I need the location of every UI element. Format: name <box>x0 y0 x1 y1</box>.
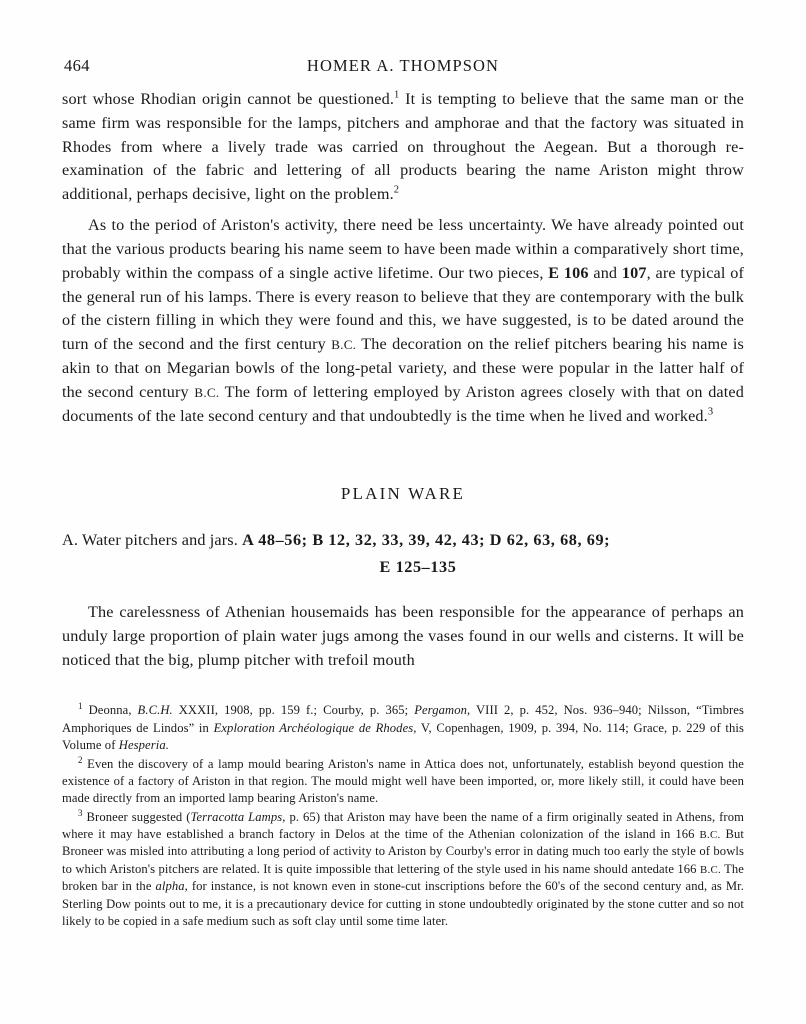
footnote-3 <box>62 809 744 931</box>
footnote-3-segment-6: The broken bar in the <box>62 861 744 894</box>
main-text-continued <box>62 601 744 672</box>
para1-text-b: It is tempting to believe that the same man or the same firm was responsible for the lamps, pitchers and amphorae and that the factory was situated in Rhodes from where a lively trade was carried on throughout the Aegean. But a thorough re-examination of the fabric and lettering of all products bearing the name Ariston might throw additional, perhaps decisive, light on the problem. <box>62 90 744 204</box>
main-text <box>62 88 744 428</box>
footnote-1-segment-7: Hesperia. <box>118 738 169 753</box>
para2-text-d: The decoration on the relief pitchers bearing his name is akin to that on Megarian bowls of the long-petal variety, and these were popular in the latter half of the second century <box>62 335 744 401</box>
footnote-3-segment-1: Terracotta Lamps, <box>190 809 286 824</box>
footnote-marker-2: 2 <box>78 754 83 765</box>
footnote-3-segment-2: p. 65) that Ariston may have been the name of a firm originally seated in Athens, from where it may have established a branch factory in Delos at the time of the Athenian colonization of the island in 166 <box>62 809 745 842</box>
footnote-1-segment-4: VIII 2, p. 452, Nos. 936–940; Nilsson, “Timbres Amphoriques de Lindos” in <box>62 703 744 735</box>
footnote-3-segment-5: B.C. <box>699 863 721 876</box>
subsection-catalog-line-1: A 48–56; B 12, 32, 33, 39, 42, 43; D 62, 63, 68, 69; <box>242 531 611 550</box>
para2-text-e: The form of lettering employed by Ariston agrees closely with that on dated documents of the late second century and that undoubtedly is the time when he lived and worked. <box>62 382 744 425</box>
footnote-1-segment-6: V, Copenhagen, 1909, p. 394, No. 114; Grace, p. 229 of this Volume of <box>62 720 744 753</box>
era-abbrev-1: B.C. <box>331 337 357 353</box>
subsection-heading <box>62 528 744 579</box>
footnote-1-segment-1: B.C.H. <box>137 703 173 718</box>
footnote-1 <box>62 702 744 754</box>
paragraph-2 <box>62 214 744 428</box>
section-heading: PLAIN WARE <box>340 484 466 504</box>
paragraph-spacer <box>62 207 744 214</box>
para2-text-c: , are typical of the general run of his lamps. There is every reason to believe that they are contemporary with the bulk of the cistern filling in which they were found and this, we have suggested, is to be dated around the turn of the second and the first century <box>62 263 744 354</box>
subsection-catalog-line-2: E 125–135 <box>379 557 457 576</box>
footnote-ref-3[interactable]: 3 <box>707 406 714 418</box>
footnotes <box>62 702 744 930</box>
page-header <box>62 48 744 82</box>
footnote-3-segment-3: B.C. <box>699 829 721 842</box>
page-number: 464 <box>64 56 90 75</box>
footnote-2-segment-0: Even the discovery of a lamp mould bearing Ariston's name in Attica does not, unfortunately, establish beyond question the existence of a factory of Ariston in that region. The mould might well have been imported, or, more likely still, it could have been made directly from an imported lamp bearing Ariston's name. <box>62 756 745 806</box>
para2-text-a: As to the period of Ariston's activity, there need be less uncertainty. We have already pointed out that the various products bearing his name seem to have been made within a comparatively short time, probably within the compass of a single active lifetime. Our two pieces, <box>62 216 744 282</box>
paragraph-3: The carelessness of Athenian housemaids has been responsible for the appearance of perhaps an unduly large proportion of plain water jugs among the vases found in our wells and cisterns. It will be noticed that the big, plump pitcher with trefoil mouth <box>62 602 744 669</box>
para1-text-a: sort whose Rhodian origin cannot be questioned. <box>62 90 395 108</box>
footnote-marker-1: 1 <box>78 701 83 712</box>
catalog-ref-e106: E 106 <box>548 263 589 282</box>
era-abbrev-2: B.C. <box>194 384 220 400</box>
footnote-1-segment-3: Pergamon, <box>414 703 471 718</box>
footnote-3-segment-0: Broneer suggested ( <box>86 809 191 824</box>
footnote-2 <box>62 756 744 808</box>
running-title: HOMER A. THOMPSON <box>306 56 500 75</box>
footnote-1-segment-2: XXXII, 1908, pp. 159 f.; Courby, p. 365; <box>172 703 415 718</box>
footnote-3-segment-7: alpha, <box>155 879 188 894</box>
footnote-3-segment-8: for instance, is not known even in stone-cut inscriptions before the 60's of the second century and, as Mr. Sterling Dow points out to me, it is a precautionary device for cutting in stone undoubtedly originated by the stone cutter and so not likely to be copied in a safe medium such as soft clay until some time later. <box>62 879 744 928</box>
footnote-marker-3: 3 <box>78 807 83 818</box>
paragraph-1 <box>62 88 744 207</box>
footnote-1-segment-0: Deonna, <box>88 703 138 718</box>
footnote-ref-1[interactable]: 1 <box>394 89 400 101</box>
catalog-ref-107: 107 <box>621 263 647 282</box>
subsection-label: A. Water pitchers and jars. <box>62 531 238 550</box>
footnote-3-segment-4: But Broneer was misled into attributing a long period of activity to Ariston by Courby's error in dating much too early the style of bowls to which Ariston's pitchers are related. It is quite impossible that lettering of the style used in his name should antedate 166 <box>62 827 744 876</box>
footnote-ref-2[interactable]: 2 <box>393 184 400 196</box>
para2-text-b: and <box>588 263 622 282</box>
footnote-1-segment-5: Exploration Archéologique de Rhodes, <box>213 720 417 735</box>
